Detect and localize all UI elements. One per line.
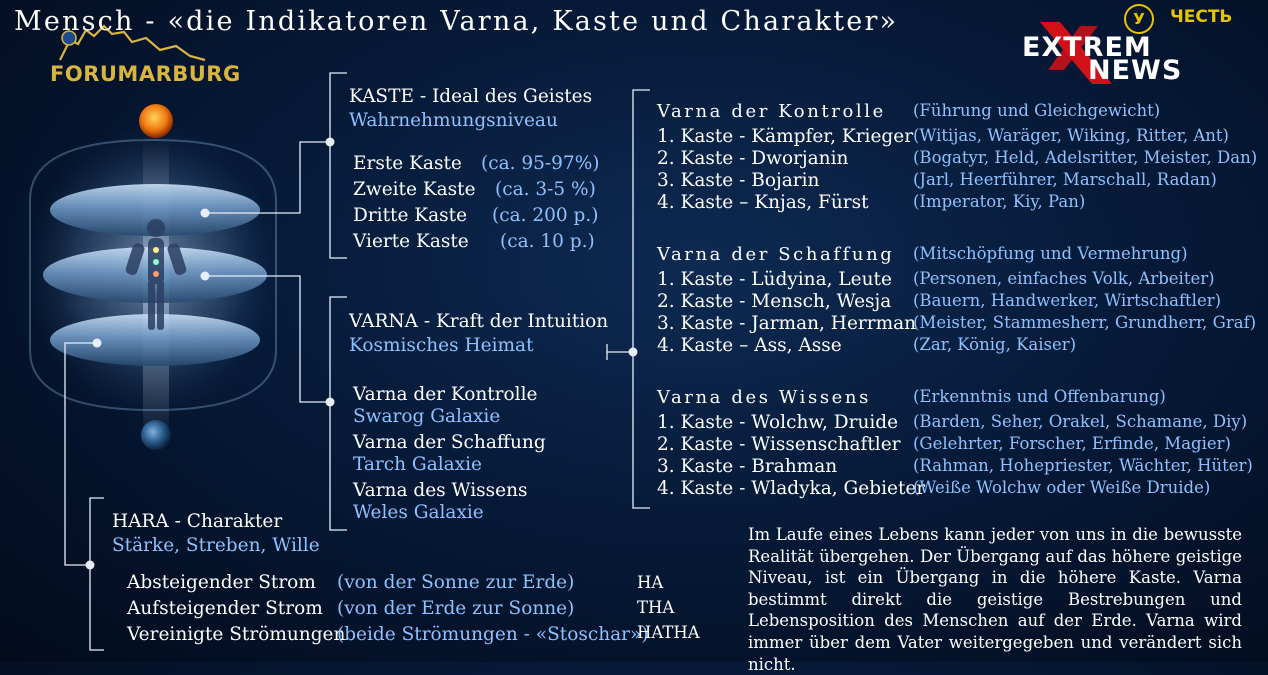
varna-group-row: 1. Kaste - Lüdyina, Leute	[657, 269, 892, 290]
forum-marburg-logo: FORUMARBURG	[50, 62, 241, 86]
news-label: NEWS	[1088, 55, 1183, 86]
kaste-item-name: Vierte Kaste	[353, 231, 469, 252]
hara-item-desc: (von der Erde zur Sonne)	[337, 598, 575, 619]
kaste-subheading: Wahrnehmungsniveau	[349, 110, 558, 131]
extreme-label: EXTREM	[1022, 32, 1152, 63]
kaste-item-name: Erste Kaste	[353, 153, 462, 174]
kaste-item-name: Zweite Kaste	[353, 179, 476, 200]
varna-group-row-note: (Gelehrter, Forscher, Erfinde, Magier)	[913, 434, 1231, 453]
kaste-item-share: (ca. 95-97%)	[481, 153, 600, 174]
kaste-item-share: (ca. 200 p.)	[492, 205, 599, 226]
varna-group-row: 3. Kaste - Brahman	[657, 456, 838, 477]
varna-item-galaxy: Swarog Galaxie	[353, 406, 501, 427]
varna-item-name: Varna des Wissens	[353, 480, 528, 501]
kaste-item-share: (ca. 3-5 %)	[495, 179, 596, 200]
varna-subheading: Kosmisches Heimat	[349, 335, 534, 356]
varna-group-row-note: (Jarl, Heerführer, Marschall, Radan)	[913, 170, 1217, 189]
varna-group-row-note: (Meister, Stammesherr, Grundherr, Graf)	[913, 313, 1257, 332]
hara-item-code: HATHA	[637, 623, 700, 642]
varna-group-row: 1. Kaste - Wolchw, Druide	[657, 412, 899, 433]
varna-group-row-note: (Zar, König, Kaiser)	[913, 335, 1077, 354]
sun-icon	[139, 104, 173, 138]
varna-group-row-note: (Witijas, Waräger, Wiking, Ritter, Ant)	[913, 126, 1229, 145]
varna-group-row-note: (Imperator, Kiy, Pan)	[913, 192, 1086, 211]
varna-group-title: Varna der Kontrolle	[657, 101, 886, 122]
page-title: Mensch - «die Indikatoren Varna, Kaste und Charakter»	[14, 6, 899, 37]
hara-heading: HARA - Charakter	[112, 511, 283, 532]
varna-group-row-note: (Bauern, Handwerker, Wirtschaftler)	[913, 291, 1222, 310]
varna-item-name: Varna der Schaffung	[353, 432, 546, 453]
hara-item-name: Aufsteigender Strom	[127, 598, 323, 619]
varna-group-row-note: (Barden, Seher, Orakel, Schamane, Diy)	[913, 412, 1248, 431]
kaste-item-share: (ca. 10 p.)	[500, 231, 595, 252]
varna-group-row: 1. Kaste - Kämpfer, Krieger	[657, 126, 914, 147]
hara-item-name: Absteigender Strom	[127, 572, 316, 593]
varna-group-title: Varna der Schaffung	[657, 244, 895, 265]
varna-group-row-note: (Weiße Wolchw oder Weiße Druide)	[913, 478, 1211, 497]
varna-group-row: 4. Kaste - Wladyka, Gebieter	[657, 478, 926, 499]
varna-group-row-note: (Personen, einfaches Volk, Arbeiter)	[913, 269, 1215, 288]
hara-item-name: Vereinigte Strömungen	[127, 624, 346, 645]
varna-group-row: 2. Kaste - Dworjanin	[657, 148, 849, 169]
varna-group-note: (Mitschöpfung und Vermehrung)	[913, 244, 1188, 263]
kaste-heading: KASTE - Ideal des Geistes	[349, 86, 593, 107]
varna-group-title: Varna des Wissens	[657, 387, 871, 408]
varna-group-row: 2. Kaste - Wissenschaftler	[657, 434, 901, 455]
hara-item-desc: (von der Sonne zur Erde)	[337, 572, 575, 593]
description-paragraph: Im Laufe eines Lebens kann jeder von uns in die bewusste Realität übergehen. Der Übergang auf das höhere geistige Niveau, ist ein Übergang in die höhere Kaste. Varna bestimmt direkt die geistige Bestrebungen und Lebensposition des Menschen auf der Erde. Varna wird immer über dem Vater weitergegeben und verändert sich nicht.	[748, 525, 1242, 674]
varna-group-row: 2. Kaste - Mensch, Wesja	[657, 291, 892, 312]
varna-group-note: (Führung und Gleichgewicht)	[913, 101, 1161, 120]
varna-item-galaxy: Tarch Galaxie	[353, 454, 482, 475]
varna-group-row-note: (Bogatyr, Held, Adelsritter, Meister, Dan)	[913, 148, 1258, 167]
chest-label: ЧЕСТЬ	[1170, 7, 1233, 27]
varna-item-galaxy: Weles Galaxie	[353, 502, 484, 523]
hara-item-code: THA	[637, 598, 675, 617]
varna-heading: VARNA - Kraft der Intuition	[349, 311, 609, 332]
varna-group-row: 4. Kaste – Ass, Asse	[657, 335, 842, 356]
varna-group-row: 3. Kaste - Bojarin	[657, 170, 820, 191]
earth-icon	[141, 420, 171, 450]
chest-icon: У	[1124, 4, 1154, 34]
hara-subheading: Stärke, Streben, Wille	[112, 535, 320, 556]
varna-item-name: Varna der Kontrolle	[353, 384, 538, 405]
varna-group-note: (Erkenntnis und Offenbarung)	[913, 387, 1166, 406]
varna-group-row-note: (Rahman, Hohepriester, Wächter, Hüter)	[913, 456, 1253, 475]
varna-group-row: 3. Kaste - Jarman, Herrman	[657, 313, 917, 334]
hara-item-desc: (beide Strömungen - «Stoschar»)	[337, 624, 649, 645]
kaste-item-name: Dritte Kaste	[353, 205, 468, 226]
hara-item-code: HA	[637, 573, 664, 592]
varna-group-row: 4. Kaste – Knjas, Fürst	[657, 192, 869, 213]
